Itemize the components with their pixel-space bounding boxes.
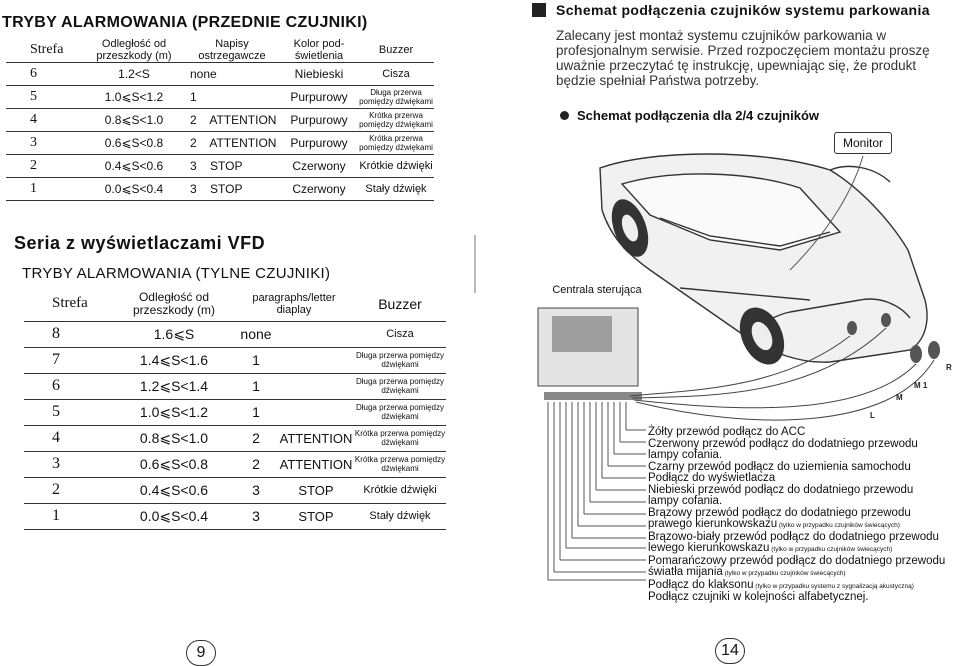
zone-cell: 4 xyxy=(30,112,37,127)
buzzer-cell: Długa przerwa pomiędzy dźwiękami xyxy=(355,377,445,395)
warning-text-cell: 2 ATTENTION xyxy=(190,113,277,127)
distance-cell: 1.6⩽S xyxy=(153,325,195,342)
zone-cell: 1 xyxy=(30,181,37,196)
col-header-distance: Odległość od przeszkody (m) xyxy=(114,287,234,321)
wiring-text: Czarny przewód podłącz do uziemienia samochodu xyxy=(648,460,911,473)
display-count-cell: 1 xyxy=(252,404,260,420)
backlight-color-cell: Purpurowy xyxy=(290,113,348,127)
zone-cell: 2 xyxy=(52,481,60,498)
schema-header xyxy=(532,2,930,18)
warning-text-cell: none xyxy=(190,67,217,81)
col-header-distance: Odległość od przeszkody (m) xyxy=(84,38,184,63)
wiring-text: Pomarańczowy przewód podłącz do dodatniego przewodu xyxy=(648,554,946,567)
table-row xyxy=(6,86,434,109)
buzzer-cell: Długa przerwa pomiędzy dźwiękami xyxy=(359,88,433,106)
schema-sub-header xyxy=(560,108,819,123)
display-count-cell: 3 xyxy=(252,482,260,498)
table-row xyxy=(6,132,434,155)
buzzer-cell: Długa przerwa pomiędzy dźwiękami xyxy=(355,403,445,421)
table-row xyxy=(24,347,446,373)
wiring-note: (tylko w przypadku czujników świecących) xyxy=(777,522,900,529)
wiring-text: lampy cofania. xyxy=(648,495,723,507)
table-row xyxy=(6,155,434,178)
warning-text-cell: 3 STOP xyxy=(190,159,243,173)
distance-cell: 0.4⩽S<0.6 xyxy=(104,159,164,173)
warning-text-cell: 3 STOP xyxy=(190,182,243,196)
backlight-color-cell: Niebieski xyxy=(294,67,344,81)
vfd-series-title: Seria z wyświetlaczami VFD xyxy=(14,233,266,253)
table-header-row xyxy=(6,38,434,63)
square-bullet-icon xyxy=(532,3,546,17)
zone-cell: 5 xyxy=(30,89,37,104)
distance-cell: 1.2<S xyxy=(118,67,150,81)
table-row xyxy=(24,425,446,451)
sensor-label-l: L xyxy=(870,411,875,420)
backlight-color-cell: Czerwony xyxy=(292,182,346,196)
zone-cell: 4 xyxy=(52,429,60,446)
display-text-cell xyxy=(278,399,354,425)
buzzer-cell: Stały dźwięk xyxy=(369,510,431,522)
backlight-color-cell: Purpurowy xyxy=(290,136,348,150)
wiring-text: lewego kierunkowskazu xyxy=(648,542,770,554)
col-header-zone: Strefa xyxy=(24,287,114,321)
zone-cell: 3 xyxy=(30,135,37,150)
table-row xyxy=(24,451,446,477)
display-text-cell: STOP xyxy=(298,508,334,524)
front-table-title: TRYBY ALARMOWANIA (PRZEDNIE CZUJNIKI) xyxy=(2,14,368,31)
wiring-text: prawego kierunkowskazu xyxy=(648,518,778,530)
wiring-instructions xyxy=(648,427,958,604)
intro-paragraph: Zalecany jest montaż systemu czujników parkowania w profesjonalnym serwisie. Przed rozpoczęciem montażu proszę uważnie przeczytać tę instrukcję, upewniając się, że produkt będzie spełniał Państwa potrzeby. xyxy=(556,28,930,88)
buzzer-cell: Stały dźwięk xyxy=(365,182,427,195)
sensor-label-r: R xyxy=(946,363,952,372)
harness-wires xyxy=(548,402,646,580)
zone-cell: 8 xyxy=(52,325,60,342)
page-number-left: 9 xyxy=(186,640,216,666)
table-row xyxy=(24,373,446,399)
table-row xyxy=(24,321,446,347)
front-alarm-table xyxy=(6,38,434,201)
col-header-buzzer: Buzzer xyxy=(354,287,446,321)
display-count-cell: none xyxy=(240,326,272,342)
rear-table-title: TRYBY ALARMOWANIA (TYLNE CZUJNIKI) xyxy=(22,265,331,282)
list-item xyxy=(648,592,958,604)
distance-cell: 1.0⩽S<1.2 xyxy=(104,90,164,104)
sensor-label-m1: M 1 xyxy=(914,381,928,390)
display-text-cell xyxy=(278,347,354,373)
warning-text-cell: 2 ATTENTION xyxy=(190,136,277,150)
table-header-row xyxy=(24,287,446,321)
table-row xyxy=(6,178,434,201)
buzzer-cell: Krótkie dźwięki xyxy=(359,159,433,172)
wiring-text: Brązowo-biały przewód podłącz do dodatniego przewodu xyxy=(648,530,939,543)
display-text-cell xyxy=(278,373,354,399)
backlight-color-cell: Czerwony xyxy=(292,159,346,173)
col-header-display: paragraphs/letter diaplay xyxy=(234,287,354,321)
wiring-text: Podłącz czujniki w kolejności alfabetycznej. xyxy=(648,591,869,603)
wiring-text: Żółty przewód podłącz do ACC xyxy=(648,426,806,438)
table-row xyxy=(24,503,446,529)
distance-cell: 1.0⩽S<1.2 xyxy=(139,403,209,420)
distance-cell: 1.4⩽S<1.6 xyxy=(139,351,209,368)
display-count-cell: 1 xyxy=(252,352,260,368)
distance-cell: 0.6⩽S<0.8 xyxy=(104,136,164,150)
control-unit xyxy=(538,308,642,400)
zone-cell: 5 xyxy=(52,403,60,420)
buzzer-cell: Krótka przerwa pomiędzy dźwiękami xyxy=(354,455,446,473)
wiring-text: Podłącz do klaksonu xyxy=(648,578,754,591)
display-count-cell: 2 xyxy=(252,430,260,446)
buzzer-cell: Krótka przerwa pomiędzy dźwiękami xyxy=(354,429,446,447)
buzzer-cell: Krótkie dźwięki xyxy=(363,484,437,496)
col-header-buzzer: Buzzer xyxy=(358,38,434,63)
backlight-color-cell: Purpurowy xyxy=(290,90,348,104)
distance-cell: 0.0⩽S<0.4 xyxy=(104,182,164,196)
table-row xyxy=(24,399,446,425)
round-bullet-icon xyxy=(560,111,569,120)
wiring-text: Czerwony przewód podłącz do dodatniego przewodu xyxy=(648,437,918,450)
sensor-label-m: M xyxy=(896,393,903,402)
wiring-text: lampy cofania. xyxy=(648,449,723,461)
buzzer-cell: Cisza xyxy=(382,67,410,80)
distance-cell: 0.4⩽S<0.6 xyxy=(139,481,209,498)
control-unit-label: Centrala sterująca xyxy=(552,284,642,296)
table-row xyxy=(6,63,434,86)
warning-text-cell: 1 xyxy=(190,90,197,104)
buzzer-cell: Cisza xyxy=(386,328,414,340)
wiring-note: (tylko w przypadku czujników świecących) xyxy=(722,570,846,577)
distance-cell: 0.8⩽S<1.0 xyxy=(139,429,209,446)
table-row xyxy=(6,109,434,132)
zone-cell: 1 xyxy=(52,507,60,524)
display-count-cell: 3 xyxy=(252,508,260,524)
col-header-warning-text: Napisy ostrzegawcze xyxy=(184,38,280,63)
zone-cell: 3 xyxy=(52,455,60,472)
rear-alarm-table xyxy=(24,287,446,530)
wiring-text: Brązowy przewód podłącz do dodatniego przewodu xyxy=(648,506,911,519)
wiring-text: światła mijania xyxy=(648,566,723,578)
distance-cell: 0.8⩽S<1.0 xyxy=(104,113,164,127)
col-header-backlight: Kolor pod- świetlenia xyxy=(280,38,358,63)
zone-cell: 6 xyxy=(30,66,37,81)
distance-cell: 0.6⩽S<0.8 xyxy=(139,455,209,472)
zone-cell: 2 xyxy=(30,158,37,173)
schema-header-text: Schemat podłączenia czujników systemu parkowania xyxy=(556,2,930,18)
display-count-cell: 1 xyxy=(252,378,260,394)
page-number-right: 14 xyxy=(715,638,745,664)
wiring-note: (tylko w przypadku systemu z sygnalizacją akustyczną) xyxy=(753,582,914,590)
display-text-cell xyxy=(278,321,354,347)
buzzer-cell: Długa przerwa pomiędzy dźwiękami xyxy=(355,351,445,369)
table-row xyxy=(24,477,446,503)
buzzer-cell: Krótka przerwa pomiędzy dźwiękami xyxy=(359,111,433,129)
monitor-label: Monitor xyxy=(834,132,892,154)
col-header-zone: Strefa xyxy=(6,38,84,63)
display-text-cell: ATTENTION xyxy=(279,456,353,472)
distance-cell: 0.0⩽S<0.4 xyxy=(139,507,209,524)
distance-cell: 1.2⩽S<1.4 xyxy=(139,377,209,394)
wiring-note: (tylko w przypadku czujników świecących) xyxy=(769,546,893,553)
wiring-text: Niebieski przewód podłącz do dodatniego przewodu xyxy=(648,483,914,496)
buzzer-cell: Krótka przerwa pomiędzy dźwiękami xyxy=(359,134,433,152)
schema-sub-header-text: Schemat podłączenia dla 2/4 czujników xyxy=(577,108,820,123)
page-divider xyxy=(474,235,476,293)
display-text-cell: STOP xyxy=(298,482,334,498)
wiring-text: Podłącz do wyświetlacza xyxy=(648,472,776,484)
zone-cell: 7 xyxy=(52,351,60,368)
display-count-cell: 2 xyxy=(252,456,260,472)
zone-cell: 6 xyxy=(52,377,60,394)
display-text-cell: ATTENTION xyxy=(279,430,353,446)
